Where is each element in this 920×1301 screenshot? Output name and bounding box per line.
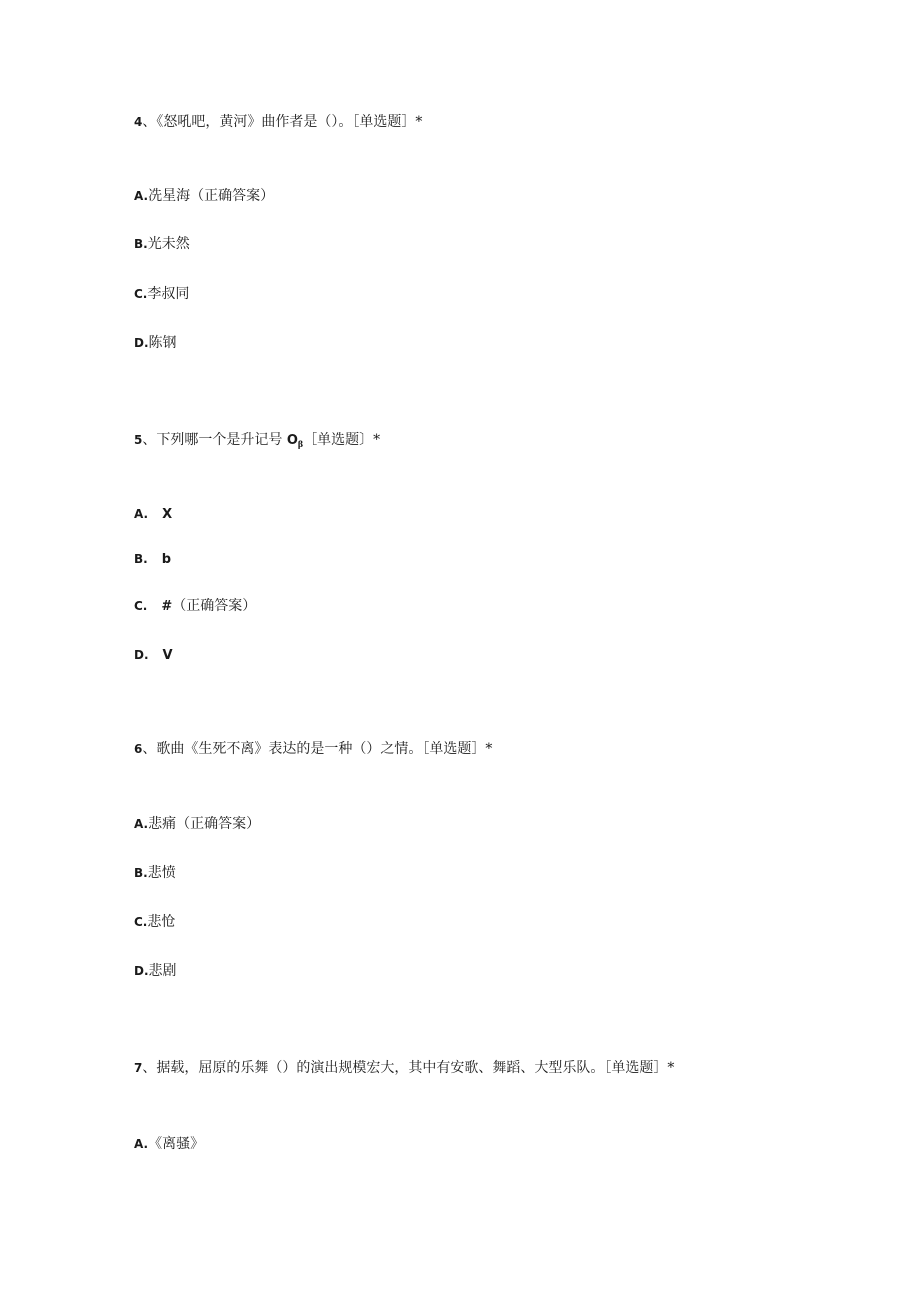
- option-letter: D.: [134, 648, 149, 662]
- question-separator: 、: [142, 741, 157, 757]
- option-symbol: #: [161, 599, 173, 614]
- question-4-title: [134, 112, 422, 132]
- option-letter: C.: [134, 287, 148, 301]
- option-symbol: X: [162, 507, 173, 522]
- question-5-title: [134, 430, 380, 454]
- option-text: 光未然: [147, 236, 190, 252]
- question-4-option-c[interactable]: [134, 284, 189, 304]
- question-text: 下列哪一个是升记号: [156, 432, 283, 448]
- question-text: 据载，屈原的乐舞（）的演出规模宏大，其中有安歌、舞蹈、大型乐队。［单选题］*: [156, 1060, 675, 1076]
- option-text: 悲怆: [147, 914, 176, 930]
- option-text: 悲愤: [147, 865, 176, 881]
- question-5-option-d[interactable]: [134, 645, 173, 666]
- option-letter: A.: [134, 189, 149, 203]
- question-type: ［单选题〕*: [303, 432, 381, 448]
- question-number: 7: [134, 1061, 143, 1075]
- question-number: 6: [134, 742, 143, 756]
- option-text: 冼星海（正确答案）: [148, 188, 275, 204]
- option-text: 李叔同: [147, 286, 190, 302]
- option-text: 悲剧: [148, 963, 177, 979]
- question-6-title: [134, 739, 492, 759]
- question-separator: 、: [142, 432, 157, 448]
- option-letter: C.: [134, 599, 148, 613]
- option-symbol: b: [161, 552, 172, 567]
- option-letter: A.: [134, 1137, 149, 1151]
- option-letter: B.: [134, 552, 148, 566]
- question-5-option-b[interactable]: [134, 549, 171, 570]
- question-5-option-c[interactable]: [134, 596, 256, 617]
- question-6-option-c[interactable]: [134, 912, 175, 932]
- question-number: 4: [134, 115, 143, 129]
- question-5-option-a[interactable]: [134, 504, 172, 525]
- question-4-option-b[interactable]: [134, 234, 190, 254]
- option-letter: B.: [134, 237, 148, 251]
- question-number: 5: [134, 433, 143, 447]
- question-6-option-a[interactable]: [134, 814, 260, 834]
- option-symbol: V: [162, 648, 173, 663]
- option-text: 悲痛（正确答案）: [148, 816, 261, 832]
- question-4-option-a[interactable]: [134, 186, 274, 206]
- question-6-option-d[interactable]: [134, 961, 177, 981]
- option-letter: D.: [134, 964, 149, 978]
- question-separator: 、: [142, 1060, 157, 1076]
- symbol-subscript: β: [297, 439, 304, 449]
- option-text: 陈钢: [148, 335, 177, 351]
- question-separator: 、: [142, 114, 157, 130]
- question-6-option-b[interactable]: [134, 863, 176, 883]
- option-letter: B.: [134, 866, 148, 880]
- question-7-option-a[interactable]: [134, 1134, 204, 1154]
- question-text: 《怒吼吧，黄河》曲作者是（）。［单选题］*: [156, 114, 423, 130]
- option-letter: A.: [134, 817, 149, 831]
- option-text: （正确答案）: [172, 598, 257, 614]
- option-letter: A.: [134, 507, 149, 521]
- option-letter: D.: [134, 336, 149, 350]
- option-letter: C.: [134, 915, 148, 929]
- option-text: 《离骚》: [148, 1136, 205, 1152]
- sharp-symbol: O: [286, 433, 298, 448]
- question-7-title: [134, 1058, 674, 1078]
- question-text: 歌曲《生死不离》表达的是一种（）之情。［单选题］*: [156, 741, 493, 757]
- question-4-option-d[interactable]: [134, 333, 177, 353]
